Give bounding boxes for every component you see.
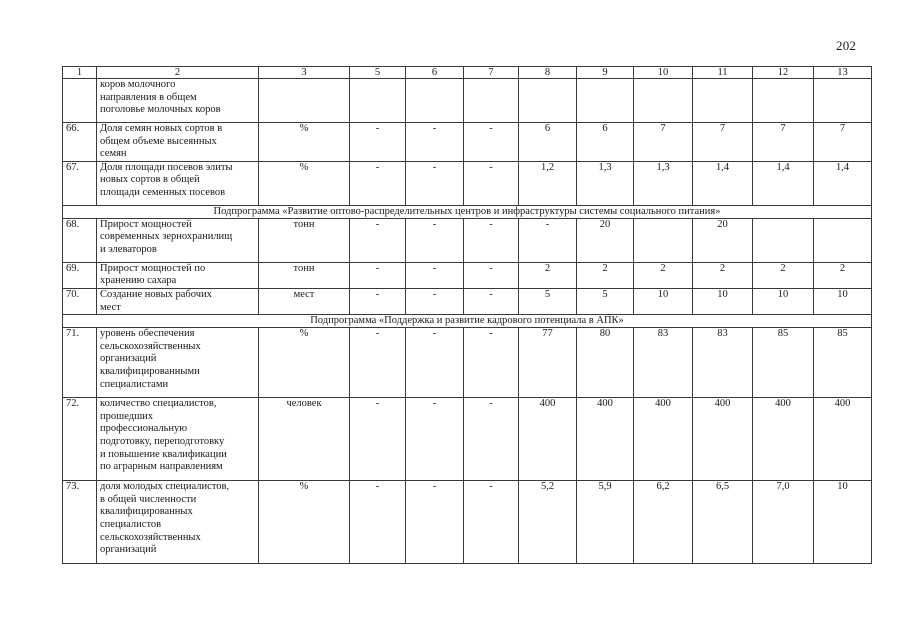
value-cell-11: 83 (693, 328, 753, 398)
indicator-name: Прирост мощностей по хранению сахара (97, 262, 259, 288)
unit-cell: тонн (259, 218, 350, 262)
value-cell-13: 85 (814, 328, 872, 398)
value-cell-10: 6,2 (634, 481, 693, 564)
value-cell-5: - (350, 262, 406, 288)
value-cell-5 (350, 79, 406, 123)
row-number: 71. (63, 328, 97, 398)
subprogram-title: Подпрограмма «Развитие оптово-распределительных центров и инфраструктуры системы социального питания» (63, 205, 872, 218)
value-cell-11: 20 (693, 218, 753, 262)
value-cell-12: 7 (753, 123, 814, 162)
header-cell: 6 (406, 67, 464, 79)
value-cell-7: - (464, 262, 519, 288)
value-cell-9: 5 (577, 288, 634, 314)
value-cell-7: - (464, 481, 519, 564)
table-row (63, 328, 872, 398)
table-body (63, 67, 872, 564)
value-cell-12: 85 (753, 328, 814, 398)
row-number: 68. (63, 218, 97, 262)
value-cell-6: - (406, 161, 464, 205)
value-cell-10: 1,3 (634, 161, 693, 205)
header-cell: 11 (693, 67, 753, 79)
value-cell-6: - (406, 218, 464, 262)
header-cell: 3 (259, 67, 350, 79)
row-number: 73. (63, 481, 97, 564)
value-cell-11: 7 (693, 123, 753, 162)
unit-cell: тонн (259, 262, 350, 288)
value-cell-12 (753, 79, 814, 123)
table-row (63, 481, 872, 564)
table-row (63, 398, 872, 481)
unit-cell: мест (259, 288, 350, 314)
value-cell-12: 1,4 (753, 161, 814, 205)
value-cell-6: - (406, 328, 464, 398)
value-cell-10: 83 (634, 328, 693, 398)
value-cell-11: 1,4 (693, 161, 753, 205)
value-cell-6: - (406, 481, 464, 564)
unit-cell: % (259, 123, 350, 162)
value-cell-7: - (464, 288, 519, 314)
value-cell-13 (814, 79, 872, 123)
value-cell-7 (464, 79, 519, 123)
value-cell-9: 400 (577, 398, 634, 481)
row-number: 70. (63, 288, 97, 314)
value-cell-9: 20 (577, 218, 634, 262)
value-cell-6: - (406, 288, 464, 314)
table-row (63, 79, 872, 123)
value-cell-13 (814, 218, 872, 262)
value-cell-11: 10 (693, 288, 753, 314)
value-cell-12: 2 (753, 262, 814, 288)
row-number: 66. (63, 123, 97, 162)
header-cell: 12 (753, 67, 814, 79)
header-cell: 2 (97, 67, 259, 79)
header-cell: 9 (577, 67, 634, 79)
value-cell-8: - (519, 218, 577, 262)
indicator-name: Доля площади посевов элиты новых сортов в общей площади семенных посевов (97, 161, 259, 205)
value-cell-5: - (350, 288, 406, 314)
indicator-name: количество специалистов, прошедших профессиональную подготовку, переподготовку и повышение квалификации по аграрным направлениям (97, 398, 259, 481)
value-cell-13: 7 (814, 123, 872, 162)
value-cell-11: 6,5 (693, 481, 753, 564)
value-cell-8: 6 (519, 123, 577, 162)
value-cell-5: - (350, 328, 406, 398)
value-cell-6: - (406, 123, 464, 162)
value-cell-13: 2 (814, 262, 872, 288)
indicator-name: Создание новых рабочих мест (97, 288, 259, 314)
value-cell-10 (634, 79, 693, 123)
value-cell-13: 10 (814, 288, 872, 314)
value-cell-6: - (406, 262, 464, 288)
value-cell-9: 2 (577, 262, 634, 288)
value-cell-7: - (464, 398, 519, 481)
value-cell-11: 400 (693, 398, 753, 481)
value-cell-5: - (350, 161, 406, 205)
value-cell-13: 1,4 (814, 161, 872, 205)
value-cell-10 (634, 218, 693, 262)
header-cell: 8 (519, 67, 577, 79)
unit-cell (259, 79, 350, 123)
header-cell: 10 (634, 67, 693, 79)
value-cell-5: - (350, 123, 406, 162)
value-cell-10: 2 (634, 262, 693, 288)
value-cell-7: - (464, 161, 519, 205)
value-cell-8: 5,2 (519, 481, 577, 564)
value-cell-10: 10 (634, 288, 693, 314)
value-cell-10: 400 (634, 398, 693, 481)
value-cell-7: - (464, 328, 519, 398)
header-cell: 1 (63, 67, 97, 79)
value-cell-8: 1,2 (519, 161, 577, 205)
indicator-name: Прирост мощностей современных зернохранилищ и элеваторов (97, 218, 259, 262)
table-row (63, 123, 872, 162)
indicator-name: коров молочного направления в общем поголовье молочных коров (97, 79, 259, 123)
value-cell-12 (753, 218, 814, 262)
value-cell-5: - (350, 218, 406, 262)
indicator-name: Доля семян новых сортов в общем объеме высеянных семян (97, 123, 259, 162)
value-cell-11 (693, 79, 753, 123)
value-cell-6: - (406, 398, 464, 481)
page-number: 202 (836, 38, 857, 53)
value-cell-7: - (464, 218, 519, 262)
value-cell-8: 2 (519, 262, 577, 288)
unit-cell: % (259, 161, 350, 205)
indicator-name: доля молодых специалистов, в общей численности квалифицированных специалистов сельскохозяйственных организаций (97, 481, 259, 564)
value-cell-12: 7,0 (753, 481, 814, 564)
subprogram-title: Подпрограмма «Поддержка и развитие кадрового потенциала в АПК» (63, 315, 872, 328)
value-cell-7: - (464, 123, 519, 162)
value-cell-9: 6 (577, 123, 634, 162)
value-cell-9: 80 (577, 328, 634, 398)
unit-cell: % (259, 328, 350, 398)
unit-cell: человек (259, 398, 350, 481)
table-row (63, 161, 872, 205)
header-cell: 7 (464, 67, 519, 79)
value-cell-12: 10 (753, 288, 814, 314)
value-cell-11: 2 (693, 262, 753, 288)
unit-cell: % (259, 481, 350, 564)
header-cell: 13 (814, 67, 872, 79)
table-row (63, 262, 872, 288)
row-number (63, 79, 97, 123)
value-cell-9: 5,9 (577, 481, 634, 564)
value-cell-13: 400 (814, 398, 872, 481)
indicators-table (62, 66, 872, 564)
subprogram-row (63, 315, 872, 328)
value-cell-5: - (350, 481, 406, 564)
column-number-header (63, 67, 872, 79)
indicator-name: уровень обеспечения сельскохозяйственных организаций квалифицированными специалистами (97, 328, 259, 398)
value-cell-8: 400 (519, 398, 577, 481)
value-cell-6 (406, 79, 464, 123)
value-cell-13: 10 (814, 481, 872, 564)
value-cell-10: 7 (634, 123, 693, 162)
header-cell: 5 (350, 67, 406, 79)
row-number: 67. (63, 161, 97, 205)
row-number: 69. (63, 262, 97, 288)
value-cell-9: 1,3 (577, 161, 634, 205)
row-number: 72. (63, 398, 97, 481)
value-cell-8: 5 (519, 288, 577, 314)
value-cell-8: 77 (519, 328, 577, 398)
table-row (63, 288, 872, 314)
value-cell-8 (519, 79, 577, 123)
value-cell-9 (577, 79, 634, 123)
value-cell-12: 400 (753, 398, 814, 481)
value-cell-5: - (350, 398, 406, 481)
subprogram-row (63, 205, 872, 218)
table-row (63, 218, 872, 262)
